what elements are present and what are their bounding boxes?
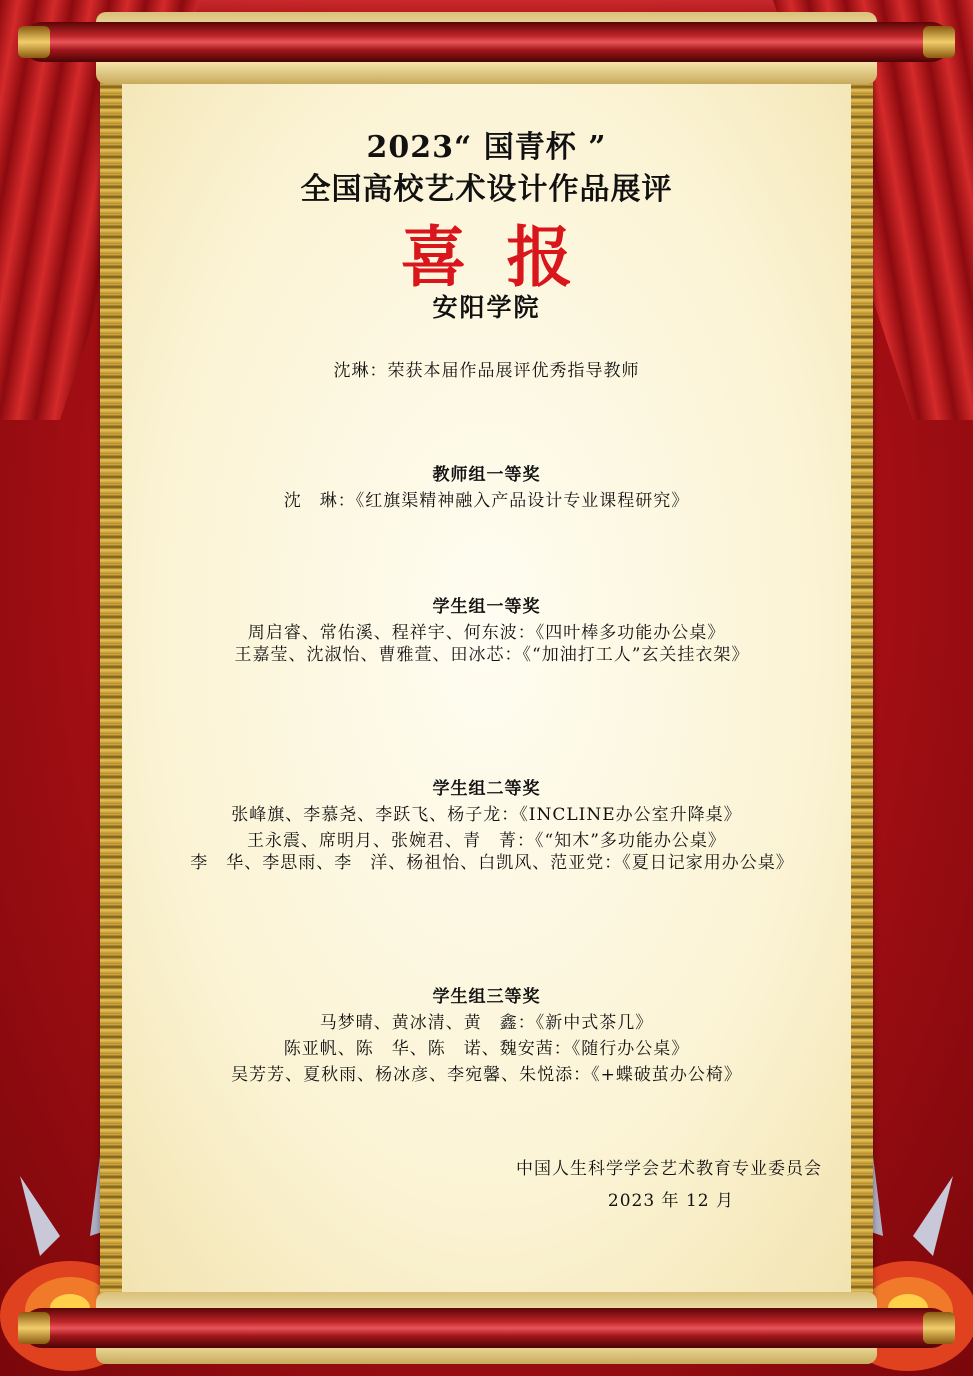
- entry-student-second-2: 王永震、席明月、张婉君、青 菁：《“知木”多功能办公桌》: [247, 831, 726, 851]
- rod-cap-left: [18, 1312, 50, 1344]
- rod-cap-right: [923, 1312, 955, 1344]
- entry-student-second-3: 李 华、李思雨、李 洋、杨祖怡、白凯风、范亚党：《夏日记家用办公桌》: [190, 853, 794, 873]
- rod-cap-left: [18, 26, 50, 58]
- title-cup: “ 国青杯 ”: [454, 130, 607, 165]
- gold-border-left: [100, 80, 122, 1304]
- scroll-content: [122, 80, 851, 1304]
- footer-date: 2023 年 12 月: [607, 1191, 734, 1211]
- title-line-1: [122, 122, 851, 166]
- heading-teacher-first: 教师组一等奖: [432, 465, 541, 485]
- entry-student-second-1: 张峰旗、李慕尧、李跃飞、杨子龙：《INCLINE办公室升降桌》: [231, 805, 742, 825]
- rod-cap-right: [923, 26, 955, 58]
- entry-teacher-first-1: 沈 琳：《红旗渠精神融入产品设计专业课程研究》: [283, 491, 690, 511]
- school-name: 安阳学院: [432, 293, 541, 322]
- title-line-2: 全国高校艺术设计作品展评: [300, 172, 673, 207]
- heading-student-third: 学生组三等奖: [432, 987, 541, 1007]
- entry-student-third-1: 马梦晴、黄冰清、黄 鑫：《新中式茶几》: [319, 1013, 654, 1033]
- entry-student-first-2: 王嘉莹、沈淑怡、曹雅萱、田冰芯：《“加油打工人”玄关挂衣架》: [234, 645, 750, 665]
- entry-student-first-1: 周启睿、常佑溪、程祥宇、何东波：《四叶棒多功能办公桌》: [247, 623, 726, 643]
- entry-student-third-2: 陈亚帆、陈 华、陈 诺、魏安茜：《随行办公桌》: [283, 1039, 690, 1059]
- entry-student-third-3: 吴芳芳、夏秋雨、杨冰彦、李宛馨、朱悦添：《+蝶破茧办公椅》: [231, 1065, 742, 1085]
- honor-line: 沈琳：荣获本届作品展评优秀指导教师: [333, 361, 640, 381]
- footer-organization: 中国人生科学学会艺术教育专业委员会: [516, 1159, 822, 1179]
- scroll-rod-bottom: [22, 1308, 951, 1348]
- scroll-paper: [100, 80, 873, 1304]
- gold-border-right: [851, 80, 873, 1304]
- heading-student-second: 学生组二等奖: [432, 779, 541, 799]
- heading-student-first: 学生组一等奖: [432, 597, 541, 617]
- headline-xibao: 喜报: [400, 218, 613, 296]
- title-year: 2023: [366, 130, 455, 165]
- scroll-rod-top: [22, 22, 951, 62]
